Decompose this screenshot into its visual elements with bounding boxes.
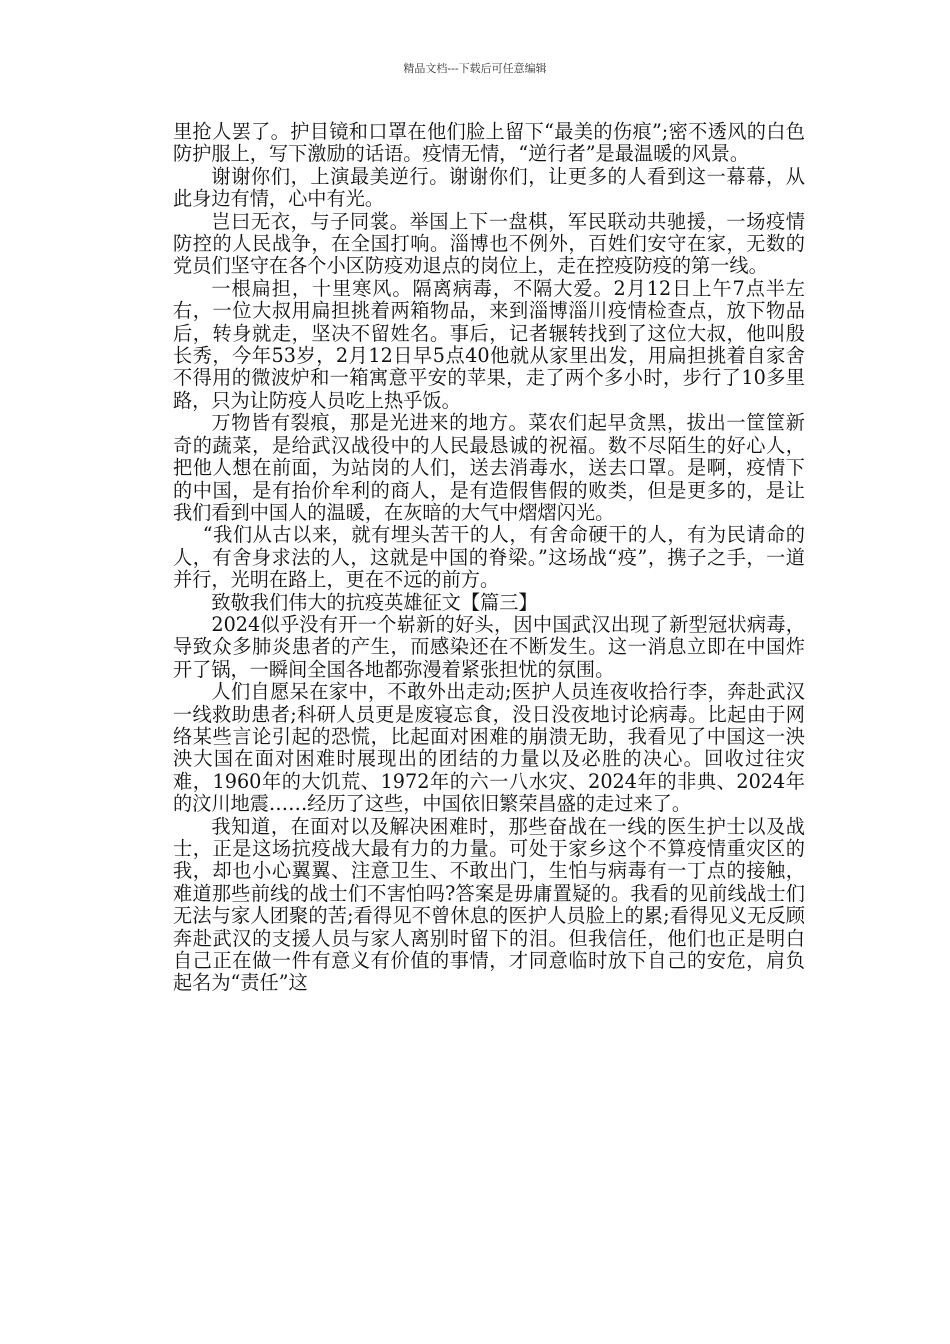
paragraph-2: 谢谢你们，上演最美逆行。谢谢你们，让更多的人看到这一幕幕，从此身边有情，心中有光。 xyxy=(173,164,805,211)
paragraph-3: 岂曰无衣，与子同裳。举国上下一盘棋，军民联动共驰援，一场疫情防控的人民战争，在全国打响。淄博也不例外，百姓们安守在家，无数的党员们坚守在各个小区防疫劝退点的岗位上，走在控疫防疫的第一线。 xyxy=(173,209,805,278)
paragraph-6: “我们从古以来，就有埋头苦干的人，有舍命硬干的人，有为民请命的人，有舍身求法的人，这就是中国的脊梁。”这场战“疫”，携子之手，一道并行，光明在路上，更在不远的前方。 xyxy=(173,523,805,592)
page-header: 精品文档---下载后可任意编辑 xyxy=(403,62,547,75)
section-heading: 致敬我们伟大的抗疫英雄征文【篇三】 xyxy=(211,590,538,614)
paragraph-8: 人们自愿呆在家中，不敢外出走动;医护人员连夜收拾行李，奔赴武汉一线救助患者;科研人员更是废寝忘食，没日没夜地讨论病毒。比起由于网络某些言论引起的恐慌，比起面对困难的崩溃无助，我看见了中国这一泱泱大国在面对困难时展现出的团结的力量以及必胜的决心。回收过往灾难，1960年的大饥荒、1972年的六一八水灾、2024年的非典、2024年的汶川地震……经历了这些，中国依旧繁荣昌盛的走过来了。 xyxy=(173,680,805,816)
paragraph-9: 我知道，在面对以及解决困难时，那些奋战在一线的医生护士以及战士，正是这场抗疫战大最有力的力量。可处于家乡这个不算疫情重灾区的我，却也小心翼翼、注意卫生、不敢出门，生怕与病毒有一丁点的接触，难道那些前线的战士们不害怕吗?答案是毋庸置疑的。我看的见前线战士们无法与家人团聚的苦;看得见不曾休息的医护人员脸上的累;看得见义无反顾奔赴武汉的支援人员与家人离别时留下的泪。但我信任，他们也正是明白自己正在做一件有意义有价值的事情，才同意临时放下自己的安危，肩负起名为“责任”这 xyxy=(173,814,805,995)
paragraph-5: 万物皆有裂痕，那是光进来的地方。菜农们起早贪黑，拔出一筐筐新奇的蔬菜，是给武汉战役中的人民最恳诚的祝福。数不尽陌生的好心人，把他人想在前面，为站岗的人们，送去消毒水，送去口罩。是啊，疫情下的中国，是有抬价牟利的商人，是有造假售假的败类，但是更多的，是让我们看到中国人的温暖，在灰暗的大气中熠熠闪光。 xyxy=(173,411,805,524)
paragraph-4: 一根扁担，十里寒风。隔离病毒，不隔大爱。2月12日上午7点半左右，一位大叔用扁担挑着两箱物品，来到淄博淄川疫情检查点，放下物品后，转身就走，坚决不留姓名。事后，记者辗转找到了这位大叔，他叫殷长秀，今年53岁，2月12日早5点40他就从家里出发，用扁担挑着自家舍不得用的微波炉和一箱寓意平安的苹果，走了两个多小时，步行了10多里路，只为让防疫人员吃上热乎饭。 xyxy=(173,276,805,412)
document-body xyxy=(173,121,805,995)
paragraph-7: 2024似乎没有开一个崭新的好头，因中国武汉出现了新型冠状病毒，导致众多肺炎患者的产生，而感染还在不断发生。这一消息立即在中国炸开了锅，一瞬间全国各地都弥漫着紧张担忧的氛围。 xyxy=(173,612,805,681)
paragraph-1: 里抢人罢了。护目镜和口罩在他们脸上留下“最美的伤痕”;密不透风的白色防护服上，写下激励的话语。疫情无情，“逆行者”是最温暖的风景。 xyxy=(173,120,805,166)
